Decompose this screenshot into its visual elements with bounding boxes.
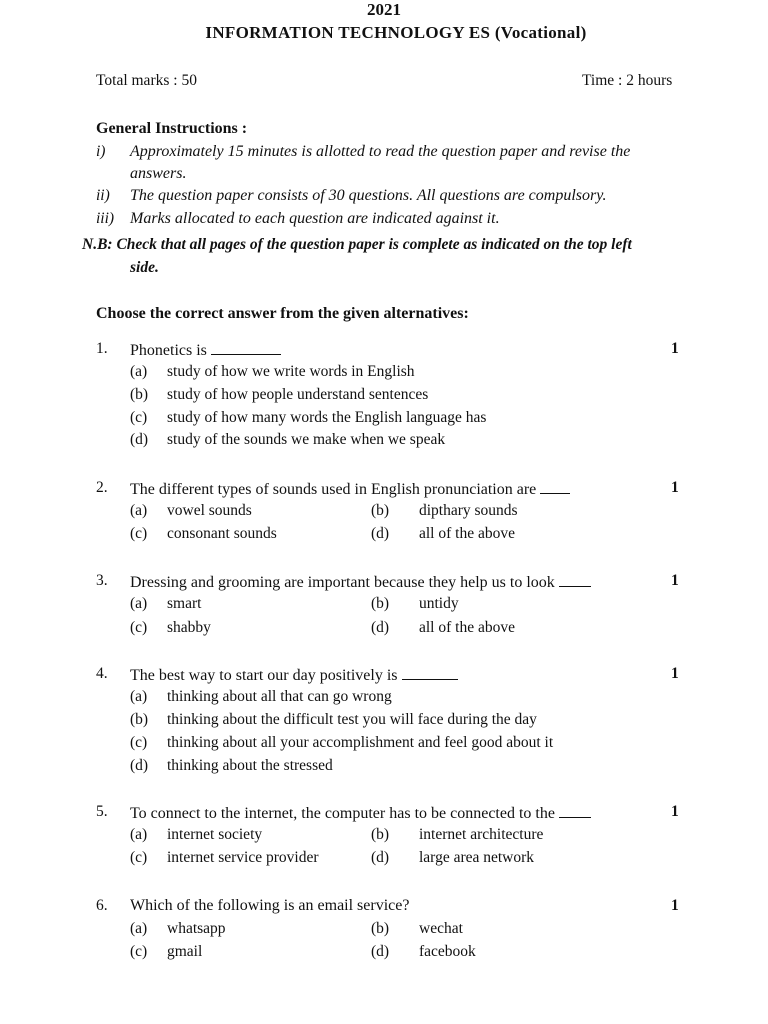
option-label: (b): [371, 920, 390, 937]
total-marks: Total marks : 50: [96, 72, 197, 89]
option-label: (c): [130, 525, 148, 542]
option-label: (b): [371, 826, 390, 843]
option-label: (d): [371, 849, 390, 866]
question-text-row: [130, 572, 591, 592]
question-text-row: [130, 803, 591, 823]
option-label: (b): [130, 711, 149, 728]
option-text: vowel sounds: [167, 502, 252, 519]
option-label: (c): [130, 619, 148, 636]
question-marks: 1: [671, 479, 679, 496]
option-text: smart: [167, 595, 202, 612]
option-text: all of the above: [419, 525, 515, 542]
question-number: 5.: [96, 803, 108, 820]
option-label: (d): [371, 943, 390, 960]
option-label: (c): [130, 849, 148, 866]
option-text: internet service provider: [167, 849, 319, 866]
option-text: thinking about the stressed: [167, 757, 333, 774]
option-text: all of the above: [419, 619, 515, 636]
answer-blank: [540, 479, 570, 494]
question-text-row: [130, 340, 281, 360]
question-marks: 1: [671, 897, 679, 914]
option-label: (c): [130, 409, 148, 426]
question-text: The different types of sounds used in English pronunciation are: [130, 481, 537, 498]
section-heading: Choose the correct answer from the given alternatives:: [96, 305, 469, 322]
nb-note-continued: side.: [130, 259, 159, 276]
instruction-text: The question paper consists of 30 questions. All questions are compulsory.: [130, 187, 607, 204]
question-number: 1.: [96, 340, 108, 357]
question-text: To connect to the internet, the computer has to be connected to the: [130, 805, 555, 822]
exam-year: 2021: [367, 0, 401, 19]
question-text: Dressing and grooming are important because they help us to look: [130, 574, 555, 591]
option-label: (b): [371, 595, 390, 612]
option-text: facebook: [419, 943, 476, 960]
question-text: Which of the following is an email service?: [130, 897, 410, 914]
option-text: study of how we write words in English: [167, 363, 415, 380]
option-label: (d): [130, 757, 149, 774]
option-label: (c): [130, 943, 148, 960]
question-number: 4.: [96, 665, 108, 682]
option-label: (a): [130, 363, 148, 380]
question-number: 6.: [96, 897, 108, 914]
option-label: (a): [130, 826, 148, 843]
question-text-row: [130, 665, 458, 685]
option-label: (b): [371, 502, 390, 519]
option-text: study of the sounds we make when we speak: [167, 431, 446, 448]
answer-blank: [402, 665, 458, 680]
option-label: (c): [130, 734, 148, 751]
option-text: internet society: [167, 826, 263, 843]
instruction-number: ii): [96, 187, 110, 204]
question-marks: 1: [671, 803, 679, 820]
question-number: 2.: [96, 479, 108, 496]
option-label: (a): [130, 502, 148, 519]
answer-blank: [211, 340, 281, 355]
option-text: whatsapp: [167, 920, 226, 937]
option-text: dipthary sounds: [419, 502, 518, 519]
option-text: consonant sounds: [167, 525, 277, 542]
instruction-number: iii): [96, 210, 115, 227]
answer-blank: [559, 572, 591, 587]
option-label: (d): [371, 525, 390, 542]
answer-blank: [559, 803, 591, 818]
question-marks: 1: [671, 340, 679, 357]
option-label: (b): [130, 386, 149, 403]
question-text-row: [130, 479, 570, 499]
instruction-text-continued: answers.: [130, 165, 187, 182]
option-label: (a): [130, 688, 148, 705]
question-marks: 1: [671, 665, 679, 682]
option-text: wechat: [419, 920, 463, 937]
option-label: (d): [371, 619, 390, 636]
question-text: Phonetics is: [130, 342, 207, 359]
option-text: thinking about the difficult test you will face during the day: [167, 711, 537, 728]
exam-title: INFORMATION TECHNOLOGY ES (Vocational): [205, 23, 587, 42]
question-text: The best way to start our day positively is: [130, 667, 398, 684]
instructions-heading: General Instructions :: [96, 120, 248, 137]
option-text: internet architecture: [419, 826, 544, 843]
instruction-number: i): [96, 143, 106, 160]
option-label: (a): [130, 595, 148, 612]
option-label: (d): [130, 431, 149, 448]
question-marks: 1: [671, 572, 679, 589]
option-text: thinking about all that can go wrong: [167, 688, 392, 705]
option-text: study of how people understand sentences: [167, 386, 429, 403]
option-text: large area network: [419, 849, 535, 866]
instruction-text: Marks allocated to each question are indicated against it.: [130, 210, 500, 227]
option-text: gmail: [167, 943, 203, 960]
exam-time: Time : 2 hours: [582, 72, 673, 89]
option-text: thinking about all your accomplishment and feel good about it: [167, 734, 554, 751]
option-label: (a): [130, 920, 148, 937]
option-text: untidy: [419, 595, 459, 612]
nb-note: N.B: Check that all pages of the question paper is complete as indicated on the top left: [82, 236, 632, 253]
option-text: study of how many words the English language has: [167, 409, 487, 426]
instruction-text: Approximately 15 minutes is allotted to read the question paper and revise the: [130, 143, 631, 160]
option-text: shabby: [167, 619, 211, 636]
question-number: 3.: [96, 572, 108, 589]
